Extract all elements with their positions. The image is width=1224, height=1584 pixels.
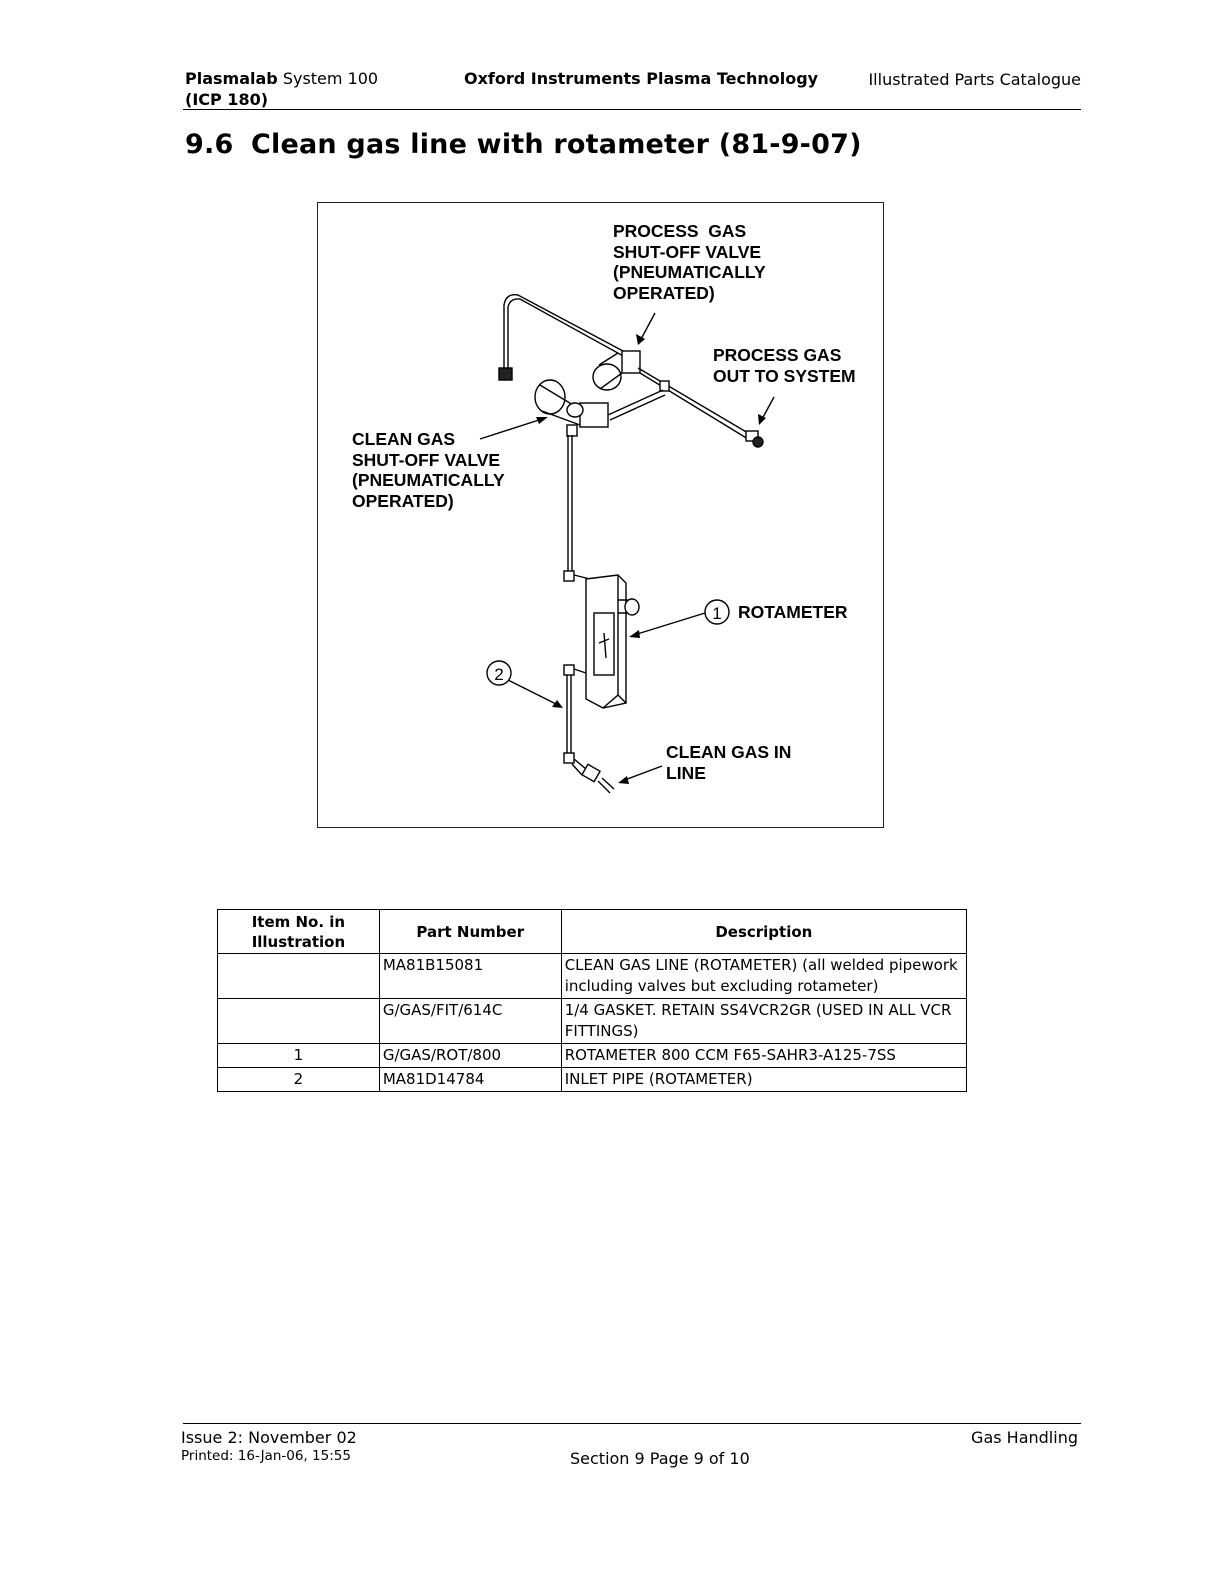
section-title-text: Clean gas line with rotameter (81-9-07)	[251, 129, 862, 160]
top-left-fitting	[499, 368, 512, 380]
gas-line-illustration	[317, 202, 884, 828]
leader-process-valve	[640, 313, 655, 341]
arrowhead-item-2	[552, 700, 563, 708]
leader-rotameter	[634, 613, 705, 635]
cell-item	[218, 999, 380, 1044]
table-row	[218, 954, 967, 999]
header-product	[185, 69, 378, 88]
section-title	[185, 129, 862, 160]
cell-item: 2	[218, 1068, 380, 1092]
inlet-pipe-upper-fitting	[564, 665, 574, 675]
section-number: 9.6	[185, 129, 234, 160]
table-row	[218, 999, 967, 1044]
header-item-no: Item No. in Illustration	[218, 910, 380, 954]
cell-item: 1	[218, 1044, 380, 1068]
table-row	[218, 1068, 967, 1092]
label-clean-gas-in-line: CLEAN GAS IN LINE	[666, 742, 792, 783]
cell-part-number: MA81D14784	[379, 1068, 561, 1092]
footer-divider	[183, 1423, 1081, 1424]
clean-gas-branch-pipe	[608, 390, 665, 420]
footer-page-number: Section 9 Page 9 of 10	[570, 1449, 750, 1468]
gas-line-drawing	[318, 203, 885, 829]
cell-description: ROTAMETER 800 CCM F65-SAHR3-A125-7SS	[561, 1044, 966, 1068]
label-process-gas-out: PROCESS GAS OUT TO SYSTEM	[713, 345, 856, 386]
cell-item	[218, 954, 380, 999]
footer-printed-date: Printed: 16-Jan-06, 15:55	[181, 1448, 351, 1464]
header-product-version: System 100	[277, 69, 379, 88]
cell-part-number: G/GAS/FIT/614C	[379, 999, 561, 1044]
header-document-type: Illustrated Parts Catalogue	[868, 70, 1081, 89]
header-product-name: Plasmalab	[185, 69, 278, 88]
arrowhead-clean-valve	[536, 417, 548, 424]
vertical-supply-pipe	[568, 435, 572, 571]
leader-item-2	[508, 680, 558, 705]
cell-part-number: MA81B15081	[379, 954, 561, 999]
label-process-gas-shutoff-valve: PROCESS GAS SHUT-OFF VALVE (PNEUMATICALLY OPERATED)	[613, 221, 766, 303]
clean-gas-valve-body	[580, 403, 608, 427]
footer-chapter: Gas Handling	[971, 1428, 1078, 1447]
header-model: (ICP 180)	[185, 90, 269, 109]
inlet-pipe	[567, 675, 571, 755]
process-gas-valve-body	[622, 351, 640, 373]
leader-clean-in	[622, 766, 662, 781]
parts-table	[217, 909, 967, 1092]
header-description: Description	[561, 910, 966, 954]
arrowhead-clean-in	[618, 776, 629, 784]
footer-issue: Issue 2: November 02	[181, 1428, 357, 1447]
cell-description: 1/4 GASKET. RETAIN SS4VCR2GR (USED IN ALL VCR FITTINGS)	[561, 999, 966, 1044]
rotameter-tube	[594, 613, 614, 675]
cell-description: CLEAN GAS LINE (ROTAMETER) (all welded pipework including valves but excluding rotameter)	[561, 954, 966, 999]
tee-junction	[660, 381, 669, 391]
header-company: Oxford Instruments Plasma Technology	[464, 69, 819, 88]
table-row	[218, 1044, 967, 1068]
arrowhead-process-out	[758, 414, 766, 425]
label-rotameter: ROTAMETER	[738, 602, 848, 622]
label-clean-gas-shutoff-valve: CLEAN GAS SHUT-OFF VALVE (PNEUMATICALLY OPERATED)	[352, 429, 505, 511]
arrowhead-rotameter	[629, 630, 640, 638]
callout-2: 2	[494, 665, 504, 684]
table-header-row	[218, 910, 967, 954]
header-divider	[183, 109, 1081, 110]
header-part-number: Part Number	[379, 910, 561, 954]
clean-gas-inlet-fitting	[582, 764, 600, 781]
cell-part-number: G/GAS/ROT/800	[379, 1044, 561, 1068]
cell-description: INLET PIPE (ROTAMETER)	[561, 1068, 966, 1092]
callout-1: 1	[712, 604, 722, 623]
process-gas-upper-pipe	[504, 295, 638, 368]
